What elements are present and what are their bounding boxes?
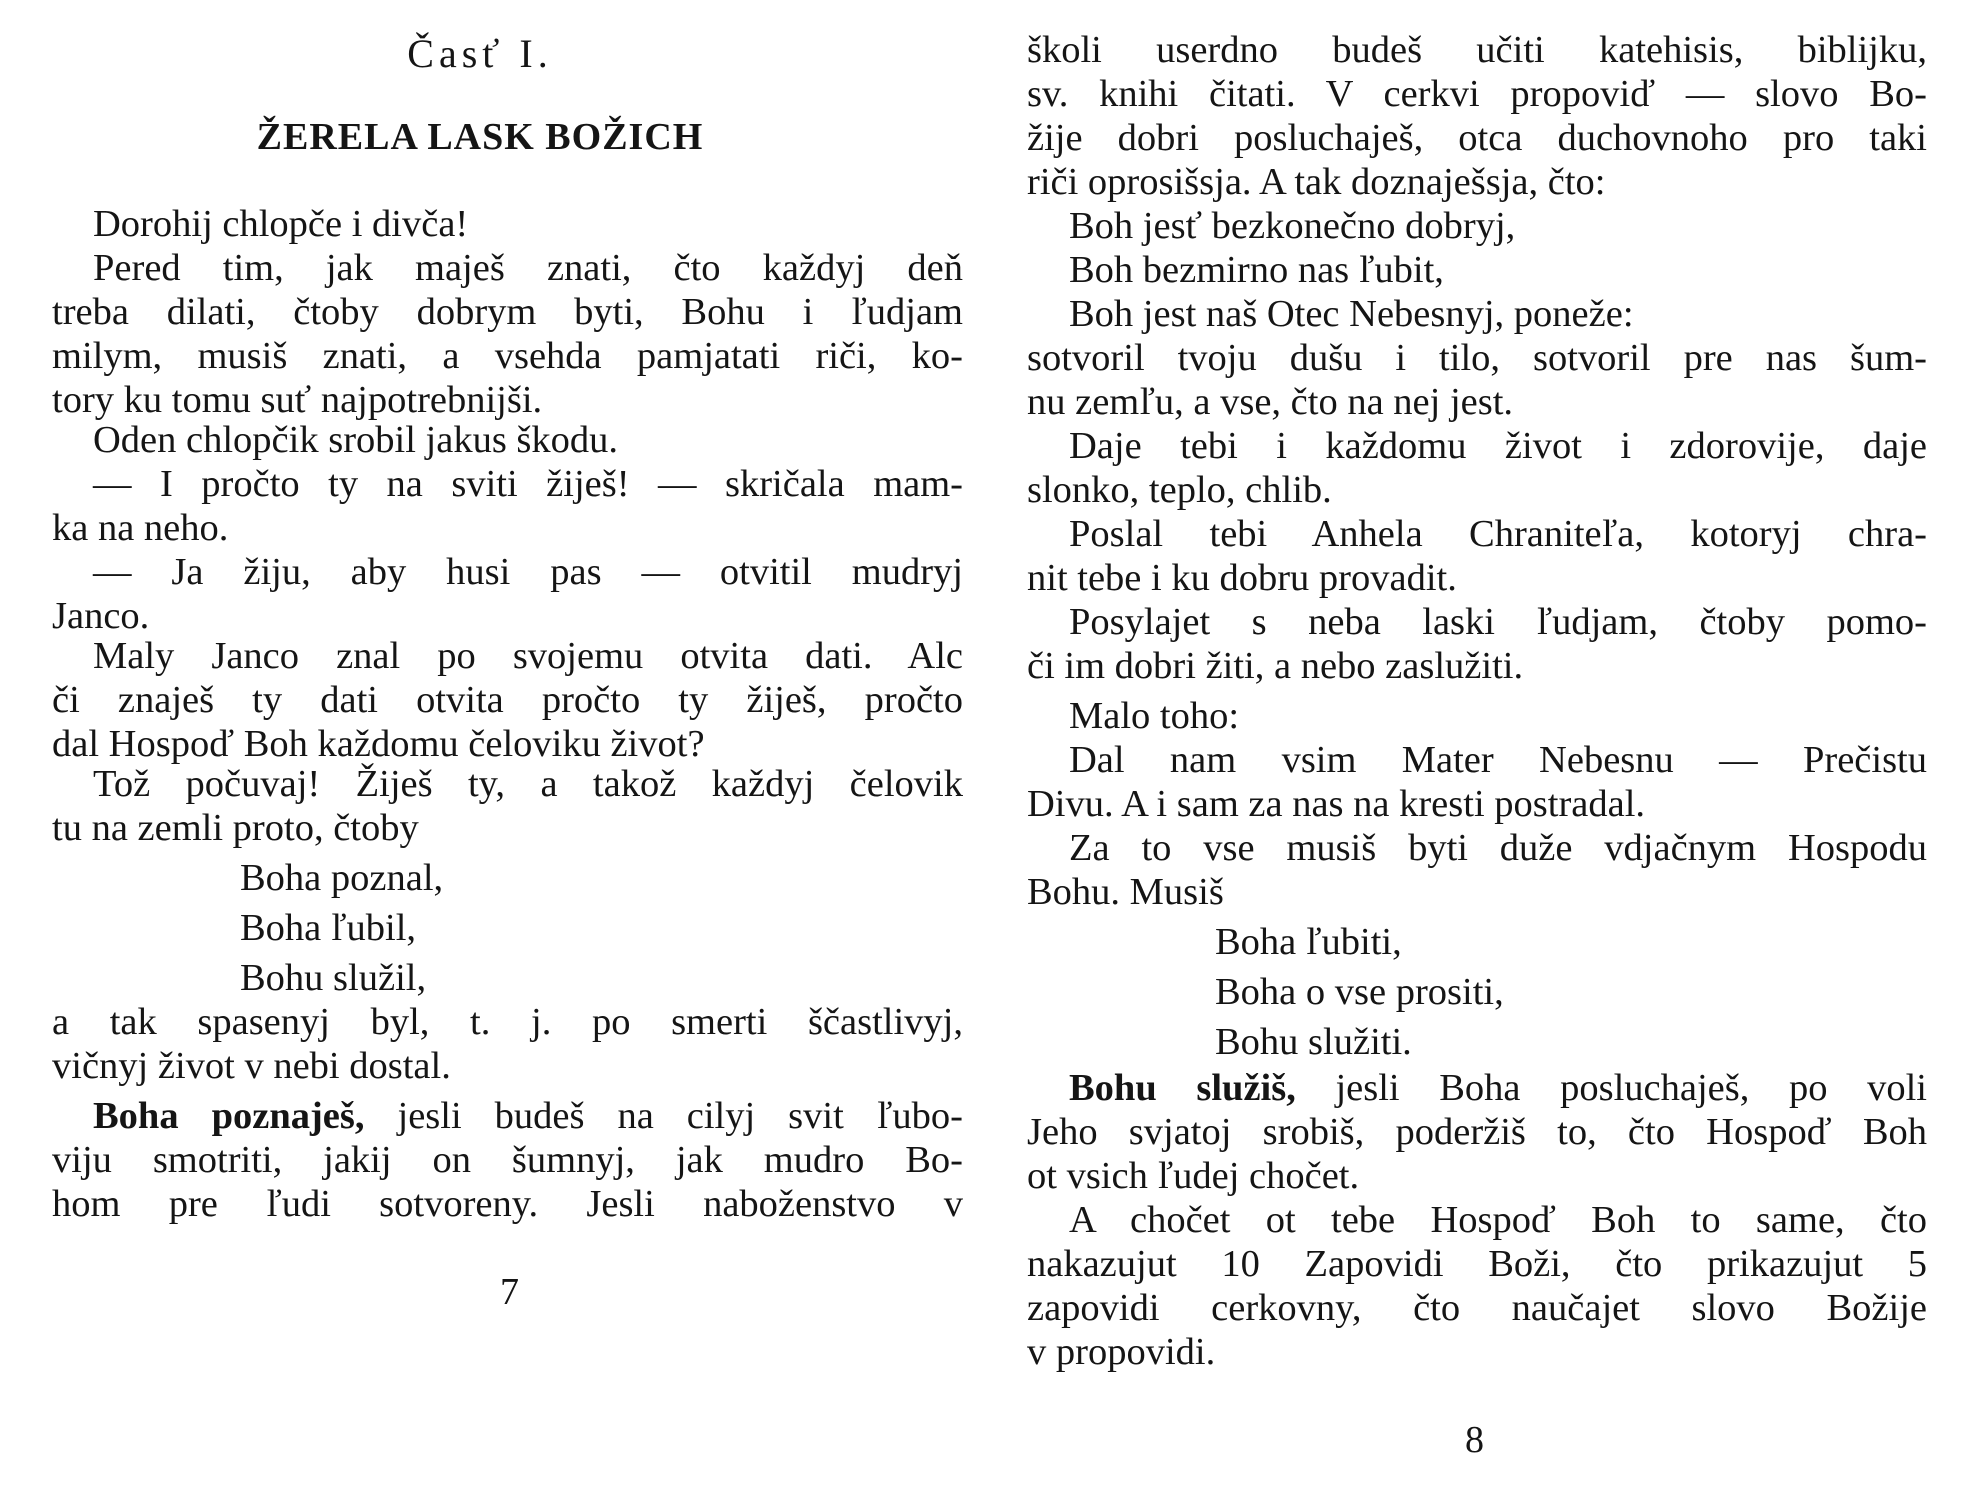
text-line: Poslal tebi Anhela Chraniteľa, kotoryj chra-	[1069, 513, 1927, 555]
text-line: tu na zemli proto, čtoby	[52, 807, 419, 849]
part-title: Časť I.	[407, 31, 553, 76]
text-line: Bohu. Musiš	[1027, 871, 1224, 913]
text-line: žije dobri posluchaješ, otca duchovnoho pro taki	[1027, 117, 1927, 159]
text-line: Maly Janco znal po svojemu otvita dati. Alc	[93, 635, 963, 677]
text-line: dal Hospoď Boh každomu čeloviku život?	[52, 723, 705, 765]
text-line: — I pročto ty na sviti žiješ! — skričala mam-	[93, 463, 963, 505]
text-line: Dal nam vsim Mater Nebesnu — Prečistu	[1069, 739, 1927, 781]
text-line: vičnyj život v nebi dostal.	[52, 1045, 451, 1087]
text-line: zapovidi cerkovny, čto naučajet slovo Božije	[1027, 1287, 1927, 1329]
text-line: Malo toho:	[1069, 695, 1240, 737]
text-line: treba dilati, čtoby dobrym byti, Bohu i ľudjam	[52, 291, 963, 333]
verse-line: Boha ľubil,	[240, 907, 417, 949]
text-line: Dorohij chlopče i divča!	[93, 203, 469, 245]
text-line: Pered tim, jak maješ znati, čto každyj deň	[93, 247, 963, 289]
text-line: Tož počuvaj! Žiješ ty, a takož každyj čelovik	[93, 763, 963, 805]
verse-line: Boha poznal,	[240, 857, 444, 899]
text-line: slonko, teplo, chlib.	[1027, 469, 1332, 511]
text-line: Divu. A i sam za nas na kresti postradal.	[1027, 783, 1646, 825]
bold-paragraph-start: Boha poznaješ, jesli budeš na cilyj svit ľubo-	[93, 1095, 963, 1137]
text-line: sotvoril tvoju dušu i tilo, sotvoril pre nas šum-	[1027, 337, 1927, 379]
text-line: Posylajet s neba laski ľudjam, čtoby pomo-	[1069, 601, 1927, 643]
text-line: či im dobri žiti, a nebo zaslužiti.	[1027, 645, 1524, 687]
right-page	[987, 0, 1974, 1500]
page-number: 7	[500, 1271, 519, 1313]
text-line: Boh jest naš Otec Nebesnyj, poneže:	[1069, 293, 1634, 335]
text-line: A chočet ot tebe Hospoď Boh to same, čto	[1069, 1199, 1927, 1241]
text-line: Janco.	[52, 595, 150, 637]
text-line: Boh bezmirno nas ľubit,	[1069, 249, 1444, 291]
chapter-title: ŽERELA LASK BOŽICH	[256, 116, 704, 158]
bold-lead: Boha poznaješ,	[93, 1095, 365, 1137]
verse-line: Boha o vse prositi,	[1215, 971, 1504, 1013]
text-line: ot vsich ľudej chočet.	[1027, 1155, 1360, 1197]
text-line: viju smotriti, jakij on šumnyj, jak mudro Bo-	[52, 1139, 963, 1181]
text-line: nit tebe i ku dobru provadit.	[1027, 557, 1457, 599]
verse-line: Bohu služiti.	[1215, 1021, 1412, 1063]
text-line: školi userdno budeš učiti katehisis, biblijku,	[1027, 29, 1927, 71]
text-line: nakazujut 10 Zapovidi Boži, čto prikazujut 5	[1027, 1243, 1927, 1285]
text-line: tory ku tomu suť najpotrebnijši.	[52, 379, 543, 421]
verse-line: Boha ľubiti,	[1215, 921, 1402, 963]
text-line: či znaješ ty dati otvita pročto ty žiješ, pročto	[52, 679, 963, 721]
text-line: Oden chlopčik srobil jakus škodu.	[93, 419, 619, 461]
bold-paragraph-start: Bohu služiš, jesli Boha posluchaješ, po voli	[1069, 1067, 1927, 1109]
text-line: Jeho svjatoj srobiš, poderžiš to, čto Hospoď Boh	[1027, 1111, 1927, 1153]
text-line: nu zemľu, a vse, čto na nej jest.	[1027, 381, 1514, 423]
text-line: ka na neho.	[52, 507, 229, 549]
text-line: milym, musiš znati, a vsehda pamjatati riči, ko-	[52, 335, 963, 377]
text-line: sv. knihi čitati. V cerkvi propoviď — slovo Bo-	[1027, 73, 1927, 115]
verse-line: Bohu služil,	[240, 957, 427, 999]
text-line: Daje tebi i každomu život i zdorovije, daje	[1069, 425, 1927, 467]
text-line: riči oprosišsja. A tak doznaješsja, čto:	[1027, 161, 1606, 203]
text-line: — Ja žiju, aby husi pas — otvitil mudryj	[93, 551, 963, 593]
text-line: hom pre ľudi sotvoreny. Jesli naboženstvo v	[52, 1183, 963, 1225]
bold-lead: Bohu služiš,	[1069, 1067, 1296, 1109]
text-line: Za to vse musiš byti duže vdjačnym Hospodu	[1069, 827, 1927, 869]
text-line: a tak spasenyj byl, t. j. po smerti ščastlivyj,	[52, 1001, 963, 1043]
text-line: Boh jesť bezkonečno dobryj,	[1069, 205, 1516, 247]
page-number: 8	[1465, 1419, 1484, 1461]
text-line: v propovidi.	[1027, 1331, 1216, 1373]
